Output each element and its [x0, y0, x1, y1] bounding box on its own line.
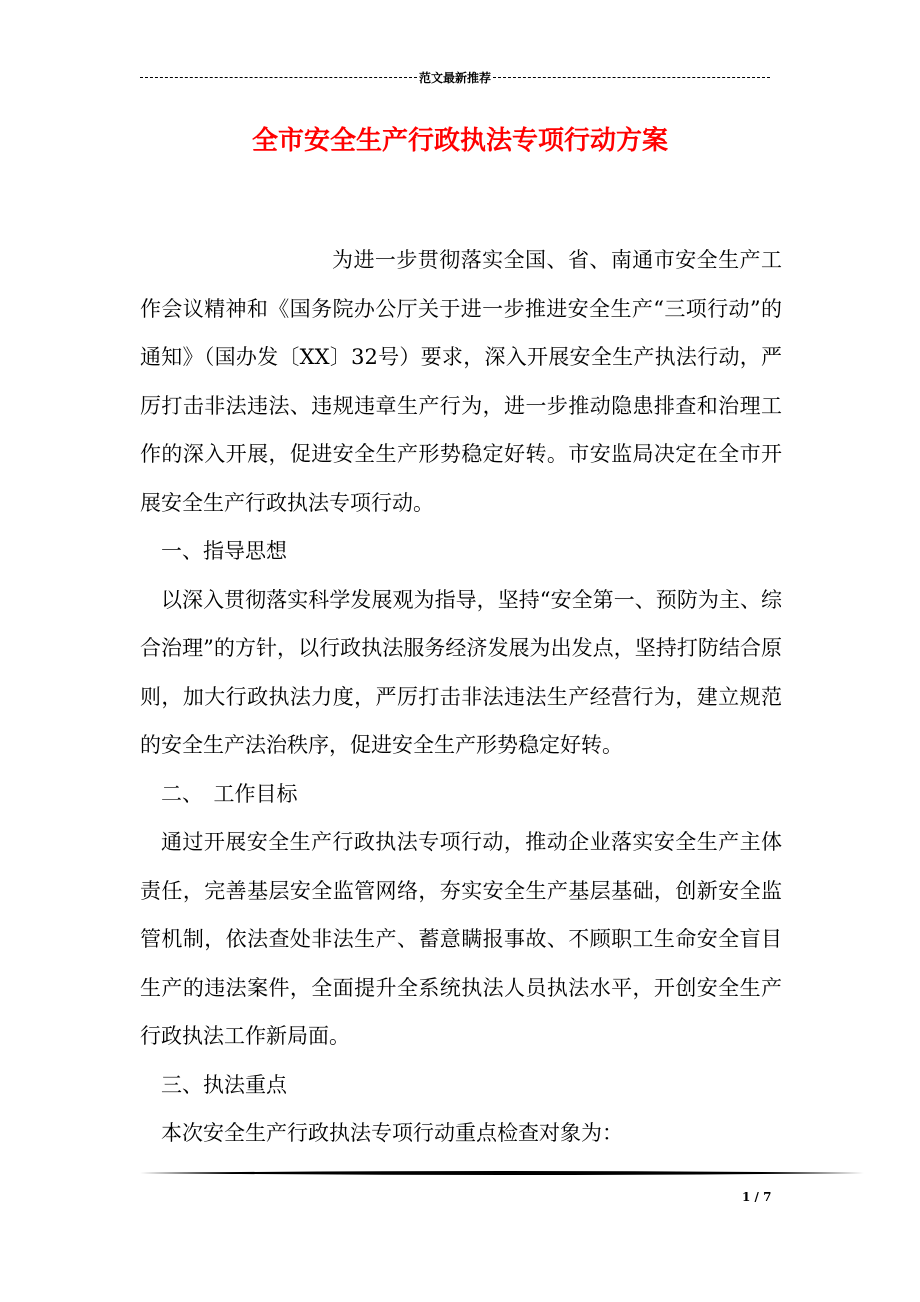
page-header: [140, 68, 770, 86]
header-label: 范文最新推荐: [419, 70, 492, 85]
footer-divider: [140, 1170, 864, 1176]
intro-paragraph: 为进一步贯彻落实全国、省、南通市安全生产工作会议精神和《国务院办公厅关于进一步推进安全生产“三项行动”的通知》（国办发〔XX〕32号）要求，深入开展安全生产执法行动，严厉打击非法违法、违规违章生产行为，进一步推动隐患排查和治理工作的深入开展，促进安全生产形势稳定好转。市安监局决定在全市开展安全生产行政执法专项行动。: [140, 248, 782, 515]
document-title: 全市安全生产行政执法专项行动方案: [251, 126, 668, 156]
section-heading-1: 一、指导思想: [161, 539, 287, 563]
section-body-3: 本次安全生产行政执法专项行动重点检查对象为：: [161, 1121, 623, 1145]
section-heading-3: 三、执法重点: [161, 1072, 287, 1097]
section-heading-2: 二、 工作目标: [161, 781, 298, 806]
header-dash-right: [493, 77, 770, 78]
section-body-2: 通过开展安全生产行政执法专项行动，推动企业落实安全生产主体责任，完善基层安全监管网络，夯实安全生产基层基础，创新安全监管机制，依法查处非法生产、蓄意瞒报事故、不顾职工生命安全盲目生产的违法案件，全面提升全系统执法人员执法水平，开创安全生产行政执法工作新局面。: [140, 830, 782, 1048]
section-body-1: 以深入贯彻落实科学发展观为指导，坚持“安全第一、预防为主、综合治理”的方针，以行政执法服务经济发展为出发点，坚持打防结合原则，加大行政执法力度，严厉打击非法违法生产经营行为，建立规范的安全生产法治秩序，促进安全生产形势稳定好转。: [140, 587, 782, 757]
document-body: [140, 236, 782, 1158]
header-dash-left: [140, 77, 417, 78]
page-number: 1 / 7: [742, 1190, 772, 1204]
